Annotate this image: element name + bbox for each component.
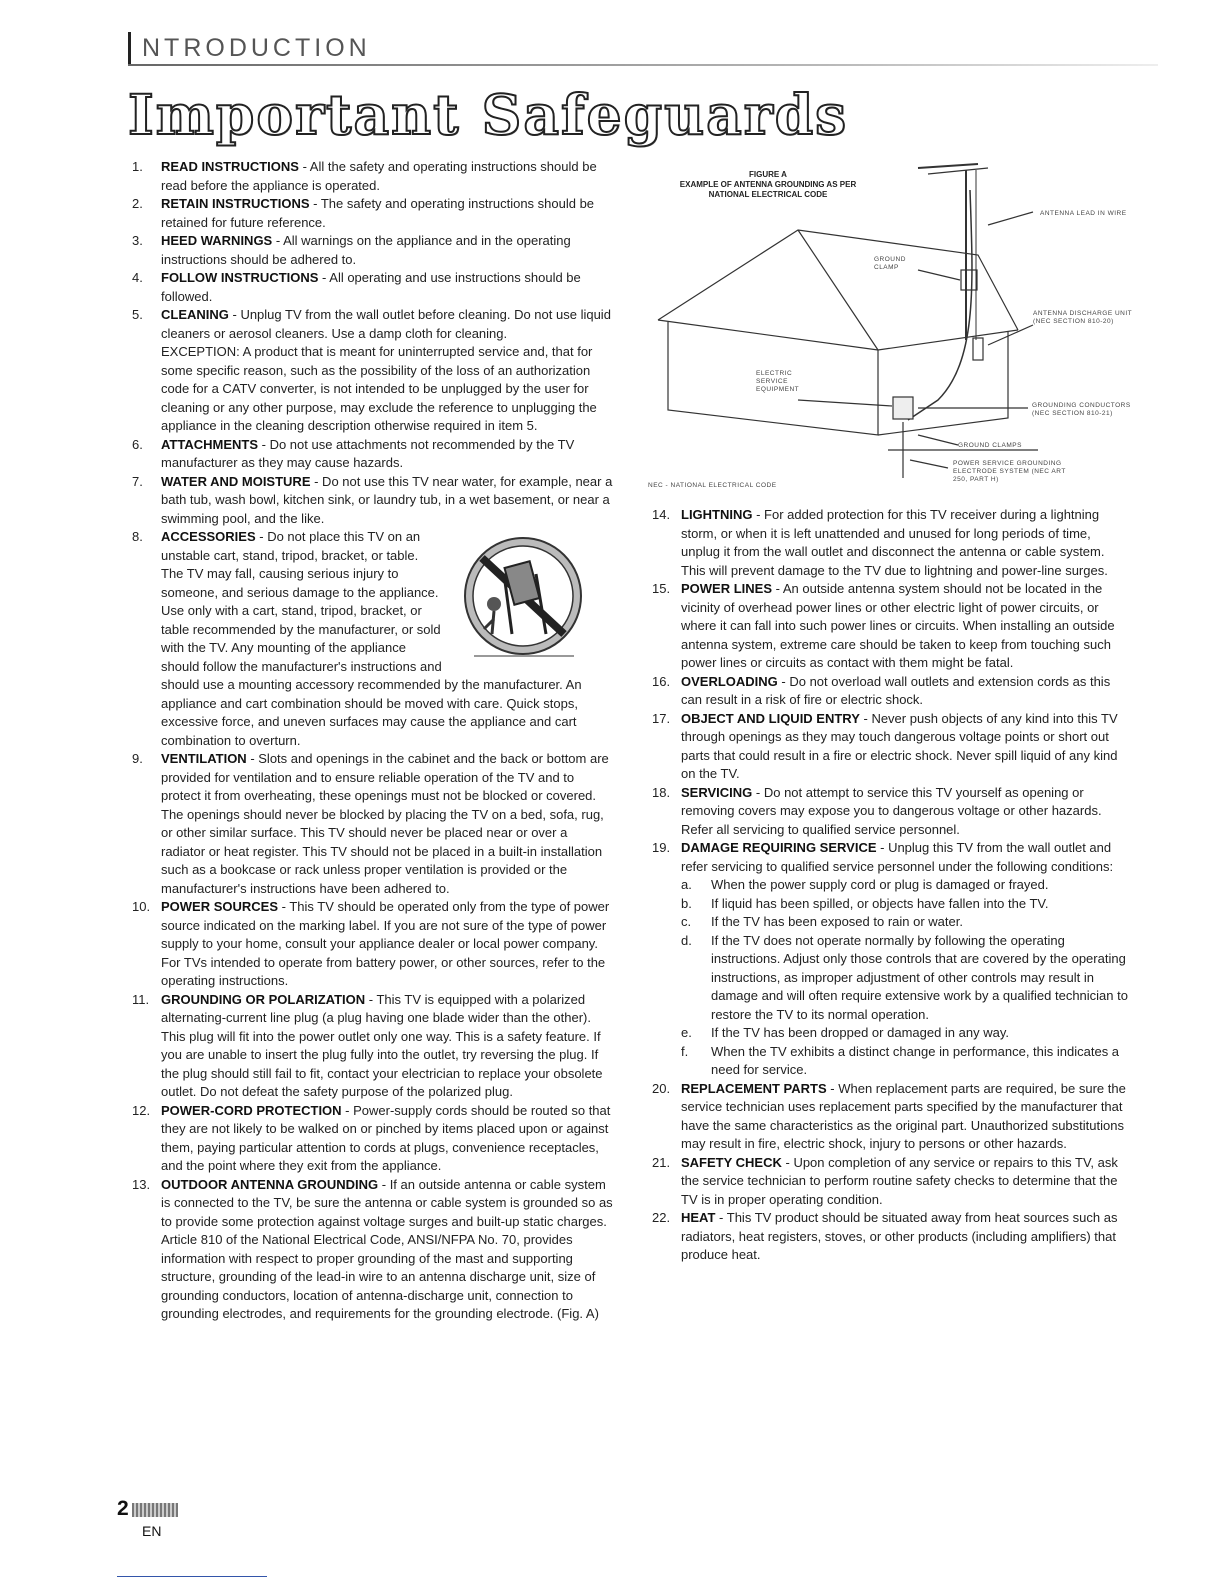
header-rule xyxy=(128,64,1158,66)
item-3 xyxy=(128,232,614,269)
sub-text: When the TV exhibits a distinct change in performance, this indicates a need for service. xyxy=(711,1043,1120,1077)
sub-letter: c. xyxy=(681,914,692,929)
item-21 xyxy=(648,1154,1128,1210)
sub-item-c xyxy=(681,913,1128,932)
language-label: EN xyxy=(142,1523,162,1539)
label-ground-clamps: GROUND CLAMPS xyxy=(958,442,1022,449)
item-number: 13. xyxy=(132,1176,151,1192)
label-grounding-conductors: GROUNDING CONDUCTORS (NEC SECTION 810-21) xyxy=(1032,402,1131,417)
footer-rule xyxy=(117,1576,267,1577)
item-heading: DAMAGE REQUIRING SERVICE xyxy=(681,840,877,855)
item-number: 19. xyxy=(652,840,671,855)
item-13 xyxy=(128,1176,614,1324)
item-number: 10. xyxy=(132,899,151,914)
item-heading: CLEANING xyxy=(161,307,229,322)
item-body: - This TV is equipped with a polarized alternating-current line plug (a plug having one blade wider than the other). This plug will fit into the power outlet only one way. This is a safety feature. If you are unable to insert the plug fully into the outlet, try reversing the plug. If the plug should still fail to fit, contact your electrician to replace your obsolete outlet. Do not defeat the safety purpose of the polarized plug. xyxy=(161,991,603,1099)
item-number: 8. xyxy=(132,529,143,544)
item-heading: GROUNDING OR POLARIZATION xyxy=(161,991,366,1007)
item-number: 2. xyxy=(132,196,143,211)
item-heading: SAFETY CHECK xyxy=(681,1154,782,1170)
item-body: - Power-supply cords should be routed so that they are not likely to be walked on or pinched by items placed upon or against them, paying particular attention to cords at plugs, convenience receptacles, and the point where they exit from the appliance. xyxy=(161,1102,611,1173)
item-heading: POWER-CORD PROTECTION xyxy=(161,1102,342,1118)
item-body: - All warnings on the appliance and in the operating instructions should be adhered to. xyxy=(161,233,571,267)
item-11 xyxy=(128,991,614,1102)
item-heading: OBJECT AND LIQUID ENTRY xyxy=(681,710,860,726)
left-column xyxy=(128,158,614,1324)
item-heading: ACCESSORIES xyxy=(161,529,256,544)
item-16 xyxy=(648,673,1128,710)
item-18 xyxy=(648,784,1128,840)
label-antenna-lead: ANTENNA LEAD IN WIRE xyxy=(1040,210,1127,217)
item-number: 3. xyxy=(132,233,143,248)
item-6 xyxy=(128,436,614,473)
sub-item-e xyxy=(681,1024,1128,1043)
item-heading: LIGHTNING xyxy=(681,507,753,522)
item-number: 16. xyxy=(652,673,671,689)
item-body: - For added protection for this TV receiver during a lightning storm, or when it is left unattended and unused for long periods of time, unplug it from the wall outlet and disconnect the antenna or cable system. This will prevent damage to the TV due to lightning and power-line surges. xyxy=(681,507,1108,578)
page-number-bar xyxy=(132,1503,178,1517)
item-heading: OVERLOADING xyxy=(681,673,778,689)
sub-letter: f. xyxy=(681,1043,689,1059)
item-heading: POWER SOURCES xyxy=(161,899,279,914)
item-number: 7. xyxy=(132,473,143,489)
sub-item-d xyxy=(681,932,1128,1025)
sub-text: If liquid has been spilled, or objects have fallen into the TV. xyxy=(711,895,1049,911)
item-number: 21. xyxy=(652,1154,671,1170)
label-ground-clamp: GROUND CLAMP xyxy=(874,256,906,271)
item-heading: OUTDOOR ANTENNA GROUNDING xyxy=(161,1176,379,1192)
item-body: - Upon completion of any service or repairs to this TV, ask the service technician to perform routine safety checks to determine that the TV is in proper operating condition. xyxy=(681,1154,1118,1207)
item-15 xyxy=(648,580,1128,673)
item-body: - This TV should be operated only from the type of power source indicated on the marking label. If you are not sure of the type of power supply to your home, consult your appliance dealer or local power company. For TVs intended to operate from battery power, or other sources, refer to the operating instructions. xyxy=(161,899,610,988)
item-body: - If an outside antenna or cable system is connected to the TV, be sure the antenna or cable system is grounded so as to provide some protection against voltage surges and built-up static charges. Article 810 of the National Electrical Code, ANSI/NFPA No. 70, provides information with respect to proper grounding of the mast and supporting structure, grounding of the lead-in wire to an antenna discharge unit, size of grounding conductors, location of antenna-discharge unit, connection to grounding electrodes, and requirements for the grounding electrode. (Fig. A) xyxy=(161,1176,613,1321)
item-8 xyxy=(128,528,614,750)
item-heading: VENTILATION xyxy=(161,751,247,766)
item-number: 11. xyxy=(132,991,150,1007)
item-body: - The safety and operating instructions should be retained for future reference. xyxy=(161,196,595,230)
item-number: 4. xyxy=(132,270,143,285)
item-heading: RETAIN INSTRUCTIONS xyxy=(161,196,310,211)
sub-item-b xyxy=(681,895,1128,914)
item-14 xyxy=(648,506,1128,580)
item-17 xyxy=(648,710,1128,784)
sub-text: If the TV has been dropped or damaged in any way. xyxy=(711,1025,1009,1040)
label-electric-equipment: ELECTRIC SERVICE EQUIPMENT xyxy=(756,370,800,393)
caption-line: FIGURE A xyxy=(749,170,787,179)
item-number: 1. xyxy=(132,159,143,174)
sub-item-a xyxy=(681,876,1128,895)
cart-warning-icon xyxy=(454,534,592,664)
item-number: 20. xyxy=(652,1080,671,1096)
item-number: 12. xyxy=(132,1102,151,1118)
sub-letter: a. xyxy=(681,877,692,892)
item-heading: READ INSTRUCTIONS xyxy=(161,159,299,174)
item-heading: ATTACHMENTS xyxy=(161,436,259,452)
sub-item-f xyxy=(681,1043,1128,1080)
item-body: - Do not place this TV on an unstable cart, stand, tripod, bracket, or table. The TV may fall, causing serious injury to someone, and serious damage to the appliance. Use only with a cart, stand, tripod, bracket, or table recommended by the manufacturer, or sold with the TV. Any mounting of the appliance should follow the manufacturer's instructions and should use a mounting accessory recommended by the manufacturer. An appliance and cart combination should be moved with care. Quick stops, excessive force, and uneven surfaces may cause the appliance and cart combination to overturn. xyxy=(161,529,582,748)
item-number: 9. xyxy=(132,751,143,766)
item-number: 15. xyxy=(652,581,671,596)
item-heading: WATER AND MOISTURE xyxy=(161,473,311,489)
item-2 xyxy=(128,195,614,232)
sub-text: When the power supply cord or plug is damaged or frayed. xyxy=(711,877,1049,892)
item-body: - Unplug TV from the wall outlet before cleaning. Do not use liquid cleaners or aerosol cleaners. Use a damp cloth for cleaning. xyxy=(161,307,611,341)
item-number: 17. xyxy=(652,710,671,726)
label-discharge-unit: ANTENNA DISCHARGE UNIT (NEC SECTION 810-20) xyxy=(1033,310,1133,325)
sub-letter: e. xyxy=(681,1025,692,1040)
header-bar xyxy=(128,32,131,64)
caption-line: NATIONAL ELECTRICAL CODE xyxy=(708,190,828,199)
item-body: - Slots and openings in the cabinet and the back or bottom are provided for ventilation and to ensure reliable operation of the TV and to protect it from overheating, these openings must not be blocked or covered. The openings should never be blocked by placing the TV on a bed, sofa, rug, or other similar surface. This TV should never be placed near or over a radiator or heat register. This TV should not be placed in a built-in installation such as a bookcase or rack unless proper ventilation is provided or the manufacturer's instructions have been adhered to. xyxy=(161,751,609,896)
item-body: - Do not attempt to service this TV yourself as opening or removing covers may expose you to dangerous voltage or other hazards. Refer all servicing to qualified service personnel. xyxy=(681,784,1102,837)
sub-text: If the TV has been exposed to rain or water. xyxy=(711,914,963,929)
item-body: - Do not overload wall outlets and extension cords as this can result in a risk of fire or electric shock. xyxy=(681,673,1111,707)
item-number: 18. xyxy=(652,784,671,800)
item-body: - When replacement parts are required, be sure the service technician uses replacement parts specified by the manufacturer that have the same characteristics as the original part. Unauthorized substitutions may result in fire, electric shock, injury to persons or other hazards. xyxy=(681,1080,1126,1151)
item-1 xyxy=(128,158,614,195)
item-number: 14. xyxy=(652,507,671,522)
item-19 xyxy=(648,839,1128,1080)
item-20 xyxy=(648,1080,1128,1154)
roof-outline xyxy=(658,230,1018,330)
sub-letter: d. xyxy=(681,932,692,948)
item-body: - Do not use this TV near water, for example, near a bath tub, wash bowl, kitchen sink, or laundry tub, in a wet basement, or near a swimming pool, and the like. xyxy=(161,473,613,526)
section-header xyxy=(128,22,1158,66)
item-exception: EXCEPTION: A product that is meant for uninterrupted service and, that for some specific reason, such as the possibility of the loss of an authorization code for a CATV converter, is not intended to be unplugged by the user for cleaning or any other purpose, may exclude the reference to unplugging the appliance in the cleaning description otherwise required in item 5. xyxy=(161,344,597,433)
section-title: NTRODUCTION xyxy=(142,34,371,62)
item-body: - Never push objects of any kind into this TV through openings as they may touch dangerous voltage points or short out parts that could result in a fire or electric shock. Never spill liquid of any kind on the TV. xyxy=(681,710,1118,781)
item-4 xyxy=(128,269,614,306)
right-column xyxy=(648,506,1128,1265)
item-heading: FOLLOW INSTRUCTIONS xyxy=(161,270,319,285)
item-22 xyxy=(648,1209,1128,1265)
item-5 xyxy=(128,306,614,436)
item-body: - Do not use attachments not recommended by the TV manufacturer as they may cause hazards. xyxy=(161,436,575,470)
item-heading: SERVICING xyxy=(681,784,753,800)
item-heading: REPLACEMENT PARTS xyxy=(681,1080,827,1096)
item-number: 6. xyxy=(132,436,143,452)
caption-line: EXAMPLE OF ANTENNA GROUNDING AS PER xyxy=(679,180,857,189)
page-number: 2 xyxy=(117,1497,129,1520)
item-body: - This TV product should be situated away from heat sources such as radiators, heat registers, stoves, or other products (including amplifiers) that produce heat. xyxy=(681,1210,1118,1262)
item-heading: HEAT xyxy=(681,1210,716,1225)
item-heading: HEED WARNINGS xyxy=(161,233,273,248)
item-body: - All the safety and operating instructions should be read before the appliance is operated. xyxy=(161,159,597,193)
item-12 xyxy=(128,1102,614,1176)
item-10 xyxy=(128,898,614,991)
label-power-service: POWER SERVICE GROUNDING ELECTRODE SYSTEM (NEC ART 250, PART H) xyxy=(953,460,1066,483)
sub-letter: b. xyxy=(681,895,692,911)
item-9 xyxy=(128,750,614,898)
item-number: 22. xyxy=(652,1210,671,1225)
item-7 xyxy=(128,473,614,529)
label-nec: NEC - NATIONAL ELECTRICAL CODE xyxy=(648,482,777,489)
sub-text: If the TV does not operate normally by following the operating instructions. Adjust only those controls that are covered by the operating instructions, as improper adjustment of other controls may result in damage and will often require extensive work by a qualified technician to restore the TV to its normal operation. xyxy=(711,932,1128,1022)
item-body: - All operating and use instructions should be followed. xyxy=(161,270,581,304)
page-title: Important Safeguards xyxy=(128,82,849,147)
figure-antenna-grounding xyxy=(648,160,1134,498)
item-body: - An outside antenna system should not be located in the vicinity of overhead power lines or other electric light of power circuits, or where it can fall into such power lines or circuits. When installing an outside antenna system, extreme care should be taken to keep from touching such power lines or circuits as contact with them might be fatal. xyxy=(681,581,1115,670)
item-number: 5. xyxy=(132,307,143,322)
item-body: - Unplug this TV from the wall outlet and refer servicing to qualified service personnel under the following conditions: xyxy=(681,840,1114,874)
item-heading: POWER LINES xyxy=(681,581,773,596)
